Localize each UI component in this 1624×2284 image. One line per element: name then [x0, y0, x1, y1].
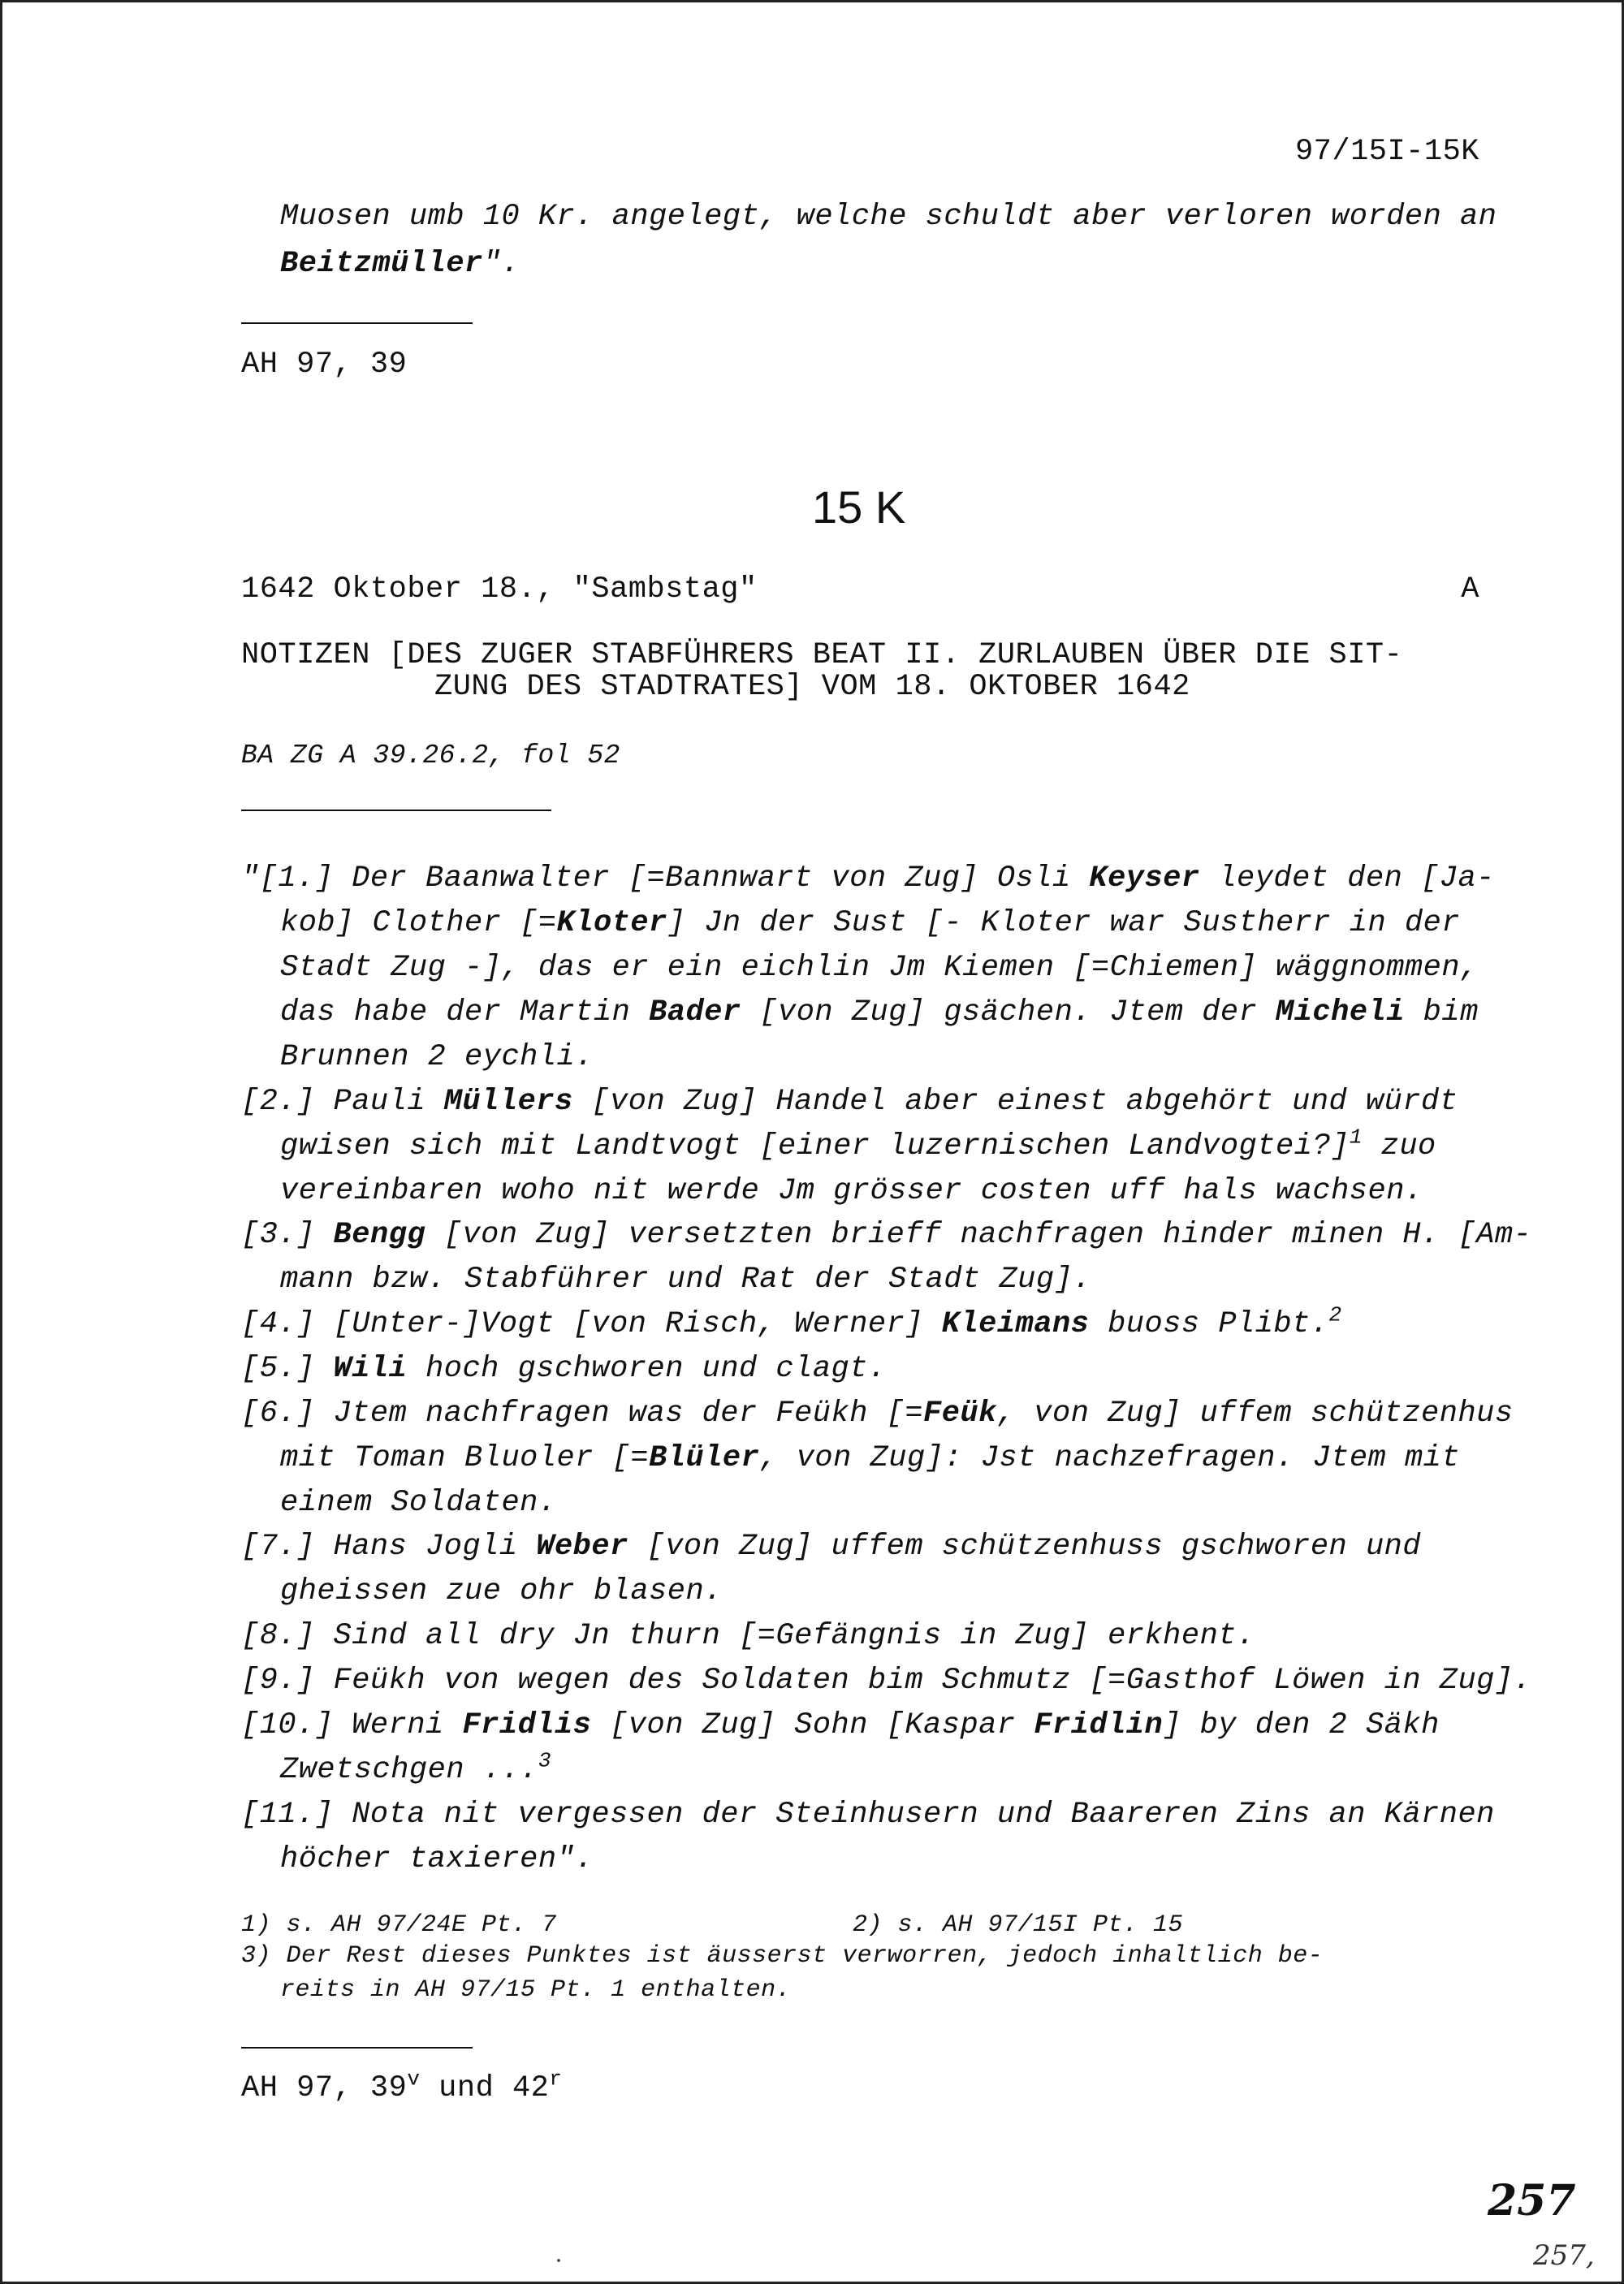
superscript-verso: v	[407, 2066, 421, 2092]
name-feuek: Feük	[923, 1397, 997, 1431]
text: buoss Plibt.	[1089, 1307, 1329, 1341]
item-6-line-1	[241, 1397, 1514, 1431]
document-type: A	[1461, 572, 1479, 607]
header-reference: 97/15I-15K	[1294, 135, 1479, 169]
text: [6.] Jtem nachfragen was der Feükh [=	[241, 1397, 924, 1431]
item-6-line-3: einem Soldaten.	[280, 1486, 557, 1520]
footnote-2: 2) s. AH 97/15I Pt. 15	[853, 1911, 1184, 1939]
scan-border-top	[0, 0, 1624, 2]
name-keyser: Keyser	[1089, 861, 1200, 896]
text: AH 97, 39	[241, 2071, 408, 2105]
item-1-line-4	[280, 995, 1479, 1030]
item-11-line-2: höcher taxieren".	[280, 1842, 594, 1876]
item-10-line-1	[241, 1708, 1440, 1742]
text: leydet den [Ja-	[1199, 861, 1495, 896]
text: [2.] Pauli	[241, 1085, 444, 1119]
item-10-line-2	[280, 1748, 551, 1787]
footnote-marker-3: 3	[538, 1748, 551, 1773]
text: [4.] [Unter-]Vogt [von Risch, Werner]	[241, 1307, 942, 1341]
name-beitzmueller: Beitzmüller	[280, 247, 483, 281]
name-kloter: Kloter	[556, 906, 667, 940]
name-micheli: Micheli	[1276, 995, 1405, 1030]
item-3-line-1	[241, 1218, 1531, 1252]
text: [10.] Werni	[241, 1708, 463, 1742]
footnote-marker-2: 2	[1328, 1302, 1342, 1328]
text: [5.]	[241, 1352, 334, 1386]
name-bengg: Bengg	[333, 1218, 426, 1252]
document-title-line-2: ZUNG DES STADTRATES] VOM 18. OKTOBER 1642	[434, 670, 1190, 704]
text: bim	[1404, 995, 1479, 1030]
item-6-line-2	[280, 1441, 1460, 1475]
prev-text-line-1: Muosen umb 10 Kr. angelegt, welche schuldt aber verloren worden an	[280, 200, 1497, 234]
text: , von Zug] uffem schützenhus	[996, 1397, 1514, 1431]
text: hoch gschworen und clagt.	[407, 1352, 887, 1386]
scan-border-left	[0, 0, 2, 2284]
item-11-line-1: [11.] Nota nit vergessen der Steinhusern und Baareren Zins an Kärnen	[241, 1798, 1495, 1832]
footnote-1: 1) s. AH 97/24E Pt. 7	[241, 1911, 557, 1939]
prev-text-line-2	[280, 247, 520, 281]
footnote-3-line-1: 3) Der Rest dieses Punktes ist äusserst verworren, jedoch inhaltlich be-	[241, 1942, 1324, 1970]
item-4	[241, 1302, 1342, 1341]
name-kleimans: Kleimans	[941, 1307, 1090, 1341]
text: kob] Clother [=	[280, 906, 557, 940]
source-reference-1: AH 97, 39	[241, 348, 408, 382]
item-5	[241, 1352, 887, 1386]
item-1-line-5: Brunnen 2 eychli.	[280, 1040, 594, 1074]
page-number-handwritten: 257,	[1533, 2239, 1595, 2272]
item-2-line-3: vereinbaren woho nit werde Jm grösser costen uff hals wachsen.	[280, 1174, 1423, 1208]
text: [3.]	[241, 1218, 334, 1252]
scan-speck	[557, 2259, 560, 2262]
archive-reference: BA ZG A 39.26.2, fol 52	[241, 740, 620, 771]
item-3-line-2: mann bzw. Stabführer und Rat der Stadt Zug].	[280, 1263, 1091, 1297]
name-blueler: Blüler	[649, 1441, 760, 1475]
text: [7.] Hans Jogli	[241, 1530, 537, 1564]
text: [von Zug] gsächen. Jtem der	[741, 995, 1276, 1030]
text: [von Zug] Sohn [Kaspar	[591, 1708, 1034, 1742]
document-title-line-1: NOTIZEN [DES ZUGER STABFÜHRERS BEAT II. ZURLAUBEN ÜBER DIE SIT-	[241, 638, 1403, 672]
text: ] Jn der Sust [- Kloter war Sustherr in der	[667, 906, 1461, 940]
document-number: 15 K	[812, 481, 906, 533]
divider-rule	[241, 810, 551, 811]
text: [von Zug] Handel aber einest abgehört und würdt	[572, 1085, 1458, 1119]
footnote-3-line-2: reits in AH 97/15 Pt. 1 enthalten.	[280, 1976, 792, 2004]
name-fridlin: Fridlin	[1034, 1708, 1164, 1742]
text: ] by den 2 Säkh	[1163, 1708, 1440, 1742]
text: mit Toman Bluoler [=	[280, 1441, 650, 1475]
item-7-line-2: gheissen zue ohr blasen.	[280, 1574, 723, 1608]
item-2-line-2	[280, 1125, 1436, 1164]
divider-rule	[241, 2047, 473, 2049]
item-1-line-2	[280, 906, 1460, 940]
document-date: 1642 Oktober 18., "Sambstag"	[241, 572, 758, 607]
source-reference-2	[241, 2066, 563, 2105]
text: zuo	[1362, 1129, 1436, 1164]
divider-rule	[241, 322, 473, 324]
item-2-line-1	[241, 1085, 1458, 1119]
text: und 42	[420, 2071, 550, 2105]
superscript-recto: r	[549, 2066, 563, 2092]
item-1-line-1	[241, 861, 1495, 896]
footnote-marker-1: 1	[1349, 1125, 1363, 1150]
text: , von Zug]: Jst nachzefragen. Jtem mit	[759, 1441, 1461, 1475]
text: das habe der Martin	[280, 995, 650, 1030]
text: "[1.] Der Baanwalter [=Bannwart von Zug] Osli	[241, 861, 1090, 896]
item-8: [8.] Sind all dry Jn thurn [=Gefängnis in Zug] erkhent.	[241, 1619, 1255, 1653]
text: [von Zug] versetzten brieff nachfragen hinder minen H. [Am-	[425, 1218, 1532, 1252]
text: Zwetschgen ...	[280, 1753, 538, 1787]
item-9: [9.] Feükh von wegen des Soldaten bim Schmutz [=Gasthof Löwen in Zug].	[241, 1664, 1532, 1698]
name-bader: Bader	[649, 995, 741, 1030]
name-weber: Weber	[536, 1530, 628, 1564]
page-number-stamp: 257	[1488, 2176, 1576, 2226]
item-7-line-1	[241, 1530, 1421, 1564]
prev-text-end: ".	[482, 247, 520, 281]
name-muellers: Müllers	[443, 1085, 573, 1119]
text: [von Zug] uffem schützenhuss gschworen und	[628, 1530, 1422, 1564]
name-wili: Wili	[333, 1352, 408, 1386]
text: gwisen sich mit Landtvogt [einer luzernischen Landvogtei?]	[280, 1129, 1350, 1164]
name-fridlis: Fridlis	[462, 1708, 592, 1742]
item-1-line-3: Stadt Zug -], das er ein eichlin Jm Kiemen [=Chiemen] wäggnommen,	[280, 951, 1479, 985]
